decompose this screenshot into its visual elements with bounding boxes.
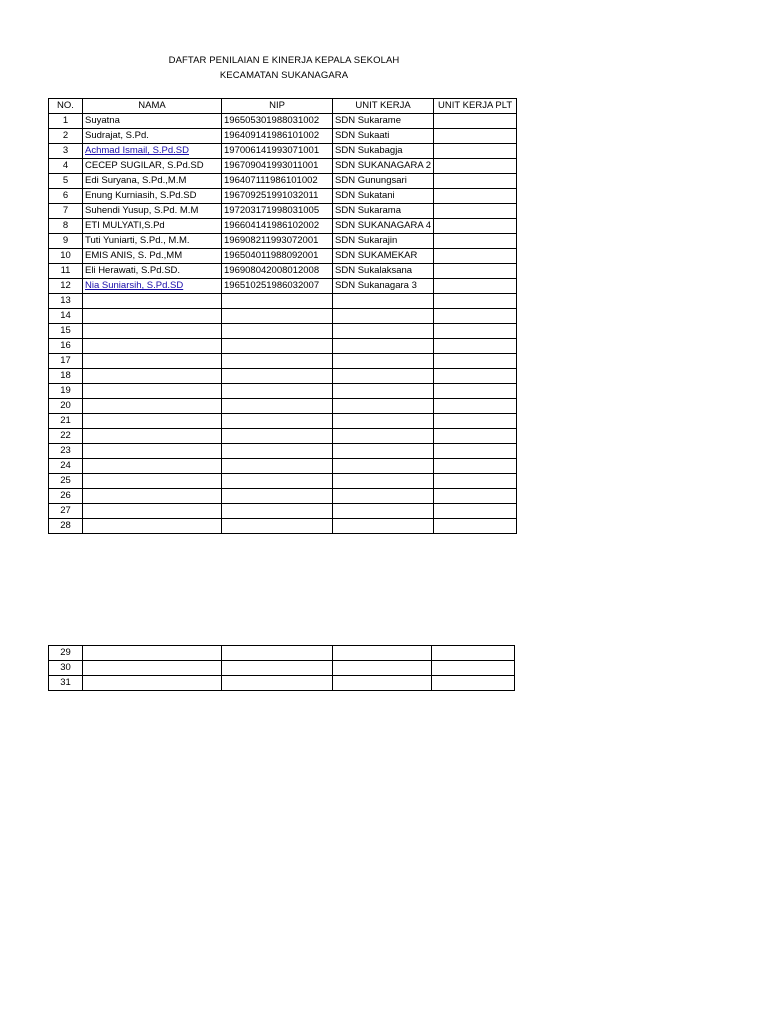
row-number: 19 bbox=[49, 384, 83, 399]
row-nama bbox=[83, 459, 222, 474]
row-number: 18 bbox=[49, 369, 83, 384]
row-unit-kerja-plt bbox=[434, 189, 517, 204]
row-number: 13 bbox=[49, 294, 83, 309]
table-row bbox=[49, 144, 517, 159]
row-unit-kerja: SDN Sukarama bbox=[333, 204, 434, 219]
table-row bbox=[49, 399, 517, 414]
table-row bbox=[49, 676, 515, 691]
table-row bbox=[49, 279, 517, 294]
row-nip bbox=[222, 519, 333, 534]
document-title: DAFTAR PENILAIAN E KINERJA KEPALA SEKOLAH bbox=[168, 55, 400, 66]
table-row bbox=[49, 189, 517, 204]
assessment-table-continuation bbox=[48, 645, 515, 691]
row-unit-kerja-plt bbox=[434, 204, 517, 219]
row-number: 12 bbox=[49, 279, 83, 294]
row-unit-kerja-plt bbox=[434, 459, 517, 474]
row-nama: Eli Herawati, S.Pd.SD. bbox=[83, 264, 222, 279]
table-row bbox=[49, 264, 517, 279]
table-row bbox=[49, 114, 517, 129]
row-nip: 196407111986101002 bbox=[222, 174, 333, 189]
table-row bbox=[49, 309, 517, 324]
row-number: 28 bbox=[49, 519, 83, 534]
row-nip: 196409141986101002 bbox=[222, 129, 333, 144]
row-nip bbox=[222, 384, 333, 399]
row-unit-kerja-plt bbox=[434, 504, 517, 519]
row-nama bbox=[83, 444, 222, 459]
row-nip bbox=[222, 324, 333, 339]
table-row bbox=[49, 339, 517, 354]
row-number: 3 bbox=[49, 144, 83, 159]
row-nama bbox=[83, 324, 222, 339]
table-row bbox=[49, 159, 517, 174]
row-number: 27 bbox=[49, 504, 83, 519]
row-unit-kerja bbox=[333, 519, 434, 534]
row-nama: CECEP SUGILAR, S.Pd.SD bbox=[83, 159, 222, 174]
row-number: 20 bbox=[49, 399, 83, 414]
row-nama bbox=[83, 646, 222, 661]
row-number: 5 bbox=[49, 174, 83, 189]
row-nip bbox=[222, 369, 333, 384]
row-nip bbox=[222, 504, 333, 519]
row-number: 15 bbox=[49, 324, 83, 339]
row-unit-kerja-plt bbox=[434, 444, 517, 459]
row-unit-kerja bbox=[333, 309, 434, 324]
row-nip: 197203171998031005 bbox=[222, 204, 333, 219]
table-row bbox=[49, 459, 517, 474]
row-unit-kerja-plt bbox=[434, 324, 517, 339]
row-nip bbox=[222, 661, 333, 676]
row-unit-kerja bbox=[333, 459, 434, 474]
row-unit-kerja: SDN SUKANAGARA 4 bbox=[333, 219, 434, 234]
row-unit-kerja bbox=[333, 504, 434, 519]
row-unit-kerja-plt bbox=[434, 264, 517, 279]
row-unit-kerja bbox=[333, 369, 434, 384]
row-nama bbox=[83, 489, 222, 504]
row-number: 4 bbox=[49, 159, 83, 174]
table-row bbox=[49, 646, 515, 661]
row-nama bbox=[83, 429, 222, 444]
table-row bbox=[49, 324, 517, 339]
table-row bbox=[49, 414, 517, 429]
row-unit-kerja-plt bbox=[434, 219, 517, 234]
name-link[interactable]: Nia Suniarsih, S.Pd.SD bbox=[85, 280, 184, 291]
row-unit-kerja: SDN SUKAMEKAR bbox=[333, 249, 434, 264]
row-number: 16 bbox=[49, 339, 83, 354]
row-number: 23 bbox=[49, 444, 83, 459]
row-unit-kerja-plt bbox=[434, 279, 517, 294]
row-number: 9 bbox=[49, 234, 83, 249]
row-unit-kerja bbox=[333, 676, 432, 691]
row-nama: Edi Suryana, S.Pd.,M.M bbox=[83, 174, 222, 189]
row-unit-kerja: SDN Sukarame bbox=[333, 114, 434, 129]
row-nip bbox=[222, 676, 333, 691]
row-nip: 196709251991032011 bbox=[222, 189, 333, 204]
row-nama bbox=[83, 399, 222, 414]
row-nama bbox=[83, 661, 222, 676]
row-unit-kerja-plt bbox=[434, 474, 517, 489]
header-nama: NAMA bbox=[83, 99, 222, 114]
row-unit-kerja: SDN Sukalaksana bbox=[333, 264, 434, 279]
row-nama: Sudrajat, S.Pd. bbox=[83, 129, 222, 144]
row-unit-kerja bbox=[333, 646, 432, 661]
row-number: 7 bbox=[49, 204, 83, 219]
row-unit-kerja-plt bbox=[434, 489, 517, 504]
table-row bbox=[49, 661, 515, 676]
row-unit-kerja-plt bbox=[434, 384, 517, 399]
row-nama: Suyatna bbox=[83, 114, 222, 129]
row-unit-kerja: SDN Sukarajin bbox=[333, 234, 434, 249]
row-unit-kerja-plt bbox=[432, 646, 515, 661]
row-unit-kerja-plt bbox=[434, 114, 517, 129]
header-nip: NIP bbox=[222, 99, 333, 114]
name-link[interactable]: Achmad Ismail, S.Pd.SD bbox=[85, 145, 190, 156]
table-row bbox=[49, 384, 517, 399]
row-nip bbox=[222, 309, 333, 324]
row-nip bbox=[222, 489, 333, 504]
row-nama bbox=[83, 339, 222, 354]
row-unit-kerja-plt bbox=[434, 294, 517, 309]
table-row bbox=[49, 174, 517, 189]
row-nama: Suhendi Yusup, S.Pd. M.M bbox=[83, 204, 222, 219]
row-unit-kerja-plt bbox=[434, 354, 517, 369]
row-nip bbox=[222, 444, 333, 459]
row-nip bbox=[222, 399, 333, 414]
row-unit-kerja: SDN Sukanagara 3 bbox=[333, 279, 434, 294]
row-unit-kerja-plt bbox=[434, 249, 517, 264]
row-unit-kerja-plt bbox=[434, 174, 517, 189]
row-unit-kerja-plt bbox=[434, 414, 517, 429]
table-row bbox=[49, 519, 517, 534]
row-nip bbox=[222, 474, 333, 489]
row-number: 6 bbox=[49, 189, 83, 204]
row-unit-kerja-plt bbox=[434, 144, 517, 159]
row-number: 29 bbox=[49, 646, 83, 661]
row-nama bbox=[83, 309, 222, 324]
row-unit-kerja-plt bbox=[432, 661, 515, 676]
document-subtitle: KECAMATAN SUKANAGARA bbox=[219, 70, 349, 81]
row-nama bbox=[83, 519, 222, 534]
row-unit-kerja bbox=[333, 414, 434, 429]
row-number: 14 bbox=[49, 309, 83, 324]
row-nama bbox=[83, 354, 222, 369]
table-header-row bbox=[49, 99, 517, 114]
row-number: 25 bbox=[49, 474, 83, 489]
row-nip bbox=[222, 339, 333, 354]
header-unit-kerja-plt: UNIT KERJA PLT bbox=[434, 99, 517, 114]
row-nip: 196908211993072001 bbox=[222, 234, 333, 249]
row-nama: Enung Kurniasih, S.Pd.SD bbox=[83, 189, 222, 204]
row-nip: 196709041993011001 bbox=[222, 159, 333, 174]
row-nip bbox=[222, 646, 333, 661]
row-number: 22 bbox=[49, 429, 83, 444]
row-number: 8 bbox=[49, 219, 83, 234]
row-number: 1 bbox=[49, 114, 83, 129]
table-row bbox=[49, 444, 517, 459]
table-row bbox=[49, 369, 517, 384]
row-unit-kerja bbox=[333, 474, 434, 489]
table-row bbox=[49, 429, 517, 444]
row-nip bbox=[222, 414, 333, 429]
row-number: 31 bbox=[49, 676, 83, 691]
row-number: 11 bbox=[49, 264, 83, 279]
row-nama[interactable] bbox=[83, 144, 222, 159]
row-number: 26 bbox=[49, 489, 83, 504]
row-nip bbox=[222, 354, 333, 369]
row-nama bbox=[83, 369, 222, 384]
row-unit-kerja-plt bbox=[434, 519, 517, 534]
row-unit-kerja-plt bbox=[432, 676, 515, 691]
row-nip: 197006141993071001 bbox=[222, 144, 333, 159]
table-row bbox=[49, 129, 517, 144]
row-unit-kerja-plt bbox=[434, 309, 517, 324]
table-row bbox=[49, 204, 517, 219]
row-unit-kerja bbox=[333, 339, 434, 354]
row-nama: ETI MULYATI,S.Pd bbox=[83, 219, 222, 234]
row-unit-kerja-plt bbox=[434, 234, 517, 249]
row-nip bbox=[222, 429, 333, 444]
row-unit-kerja-plt bbox=[434, 369, 517, 384]
table-row bbox=[49, 294, 517, 309]
table-row bbox=[49, 249, 517, 264]
row-nama bbox=[83, 294, 222, 309]
row-unit-kerja: SDN Sukaati bbox=[333, 129, 434, 144]
row-unit-kerja bbox=[333, 354, 434, 369]
table-row bbox=[49, 474, 517, 489]
row-nama bbox=[83, 384, 222, 399]
row-nama bbox=[83, 676, 222, 691]
row-number: 24 bbox=[49, 459, 83, 474]
row-nip bbox=[222, 294, 333, 309]
row-unit-kerja-plt bbox=[434, 129, 517, 144]
row-unit-kerja: SDN Gunungsari bbox=[333, 174, 434, 189]
row-unit-kerja: SDN SUKANAGARA 2 bbox=[333, 159, 434, 174]
row-nama[interactable] bbox=[83, 279, 222, 294]
row-number: 30 bbox=[49, 661, 83, 676]
assessment-table bbox=[48, 98, 517, 534]
row-unit-kerja-plt bbox=[434, 159, 517, 174]
header-no: NO. bbox=[49, 99, 83, 114]
row-nama bbox=[83, 414, 222, 429]
row-unit-kerja: SDN Sukabagja bbox=[333, 144, 434, 159]
row-unit-kerja bbox=[333, 429, 434, 444]
row-unit-kerja bbox=[333, 399, 434, 414]
row-unit-kerja-plt bbox=[434, 429, 517, 444]
row-nip: 196510251986032007 bbox=[222, 279, 333, 294]
row-unit-kerja bbox=[333, 384, 434, 399]
row-nip: 196604141986102002 bbox=[222, 219, 333, 234]
table-row bbox=[49, 489, 517, 504]
row-number: 17 bbox=[49, 354, 83, 369]
row-nip bbox=[222, 459, 333, 474]
row-unit-kerja bbox=[333, 489, 434, 504]
row-nip: 196505301988031002 bbox=[222, 114, 333, 129]
table-row bbox=[49, 234, 517, 249]
header-unit-kerja: UNIT KERJA bbox=[333, 99, 434, 114]
row-nama: EMIS ANIS, S. Pd.,MM bbox=[83, 249, 222, 264]
row-unit-kerja bbox=[333, 661, 432, 676]
row-number: 10 bbox=[49, 249, 83, 264]
row-nama bbox=[83, 504, 222, 519]
row-number: 21 bbox=[49, 414, 83, 429]
table-row bbox=[49, 504, 517, 519]
row-unit-kerja-plt bbox=[434, 399, 517, 414]
row-number: 2 bbox=[49, 129, 83, 144]
row-nip: 196504011988092001 bbox=[222, 249, 333, 264]
row-unit-kerja bbox=[333, 324, 434, 339]
row-unit-kerja bbox=[333, 444, 434, 459]
row-nama: Tuti Yuniarti, S.Pd., M.M. bbox=[83, 234, 222, 249]
row-nip: 196908042008012008 bbox=[222, 264, 333, 279]
row-unit-kerja bbox=[333, 294, 434, 309]
row-unit-kerja: SDN Sukatani bbox=[333, 189, 434, 204]
table-row bbox=[49, 219, 517, 234]
row-unit-kerja-plt bbox=[434, 339, 517, 354]
table-row bbox=[49, 354, 517, 369]
row-nama bbox=[83, 474, 222, 489]
